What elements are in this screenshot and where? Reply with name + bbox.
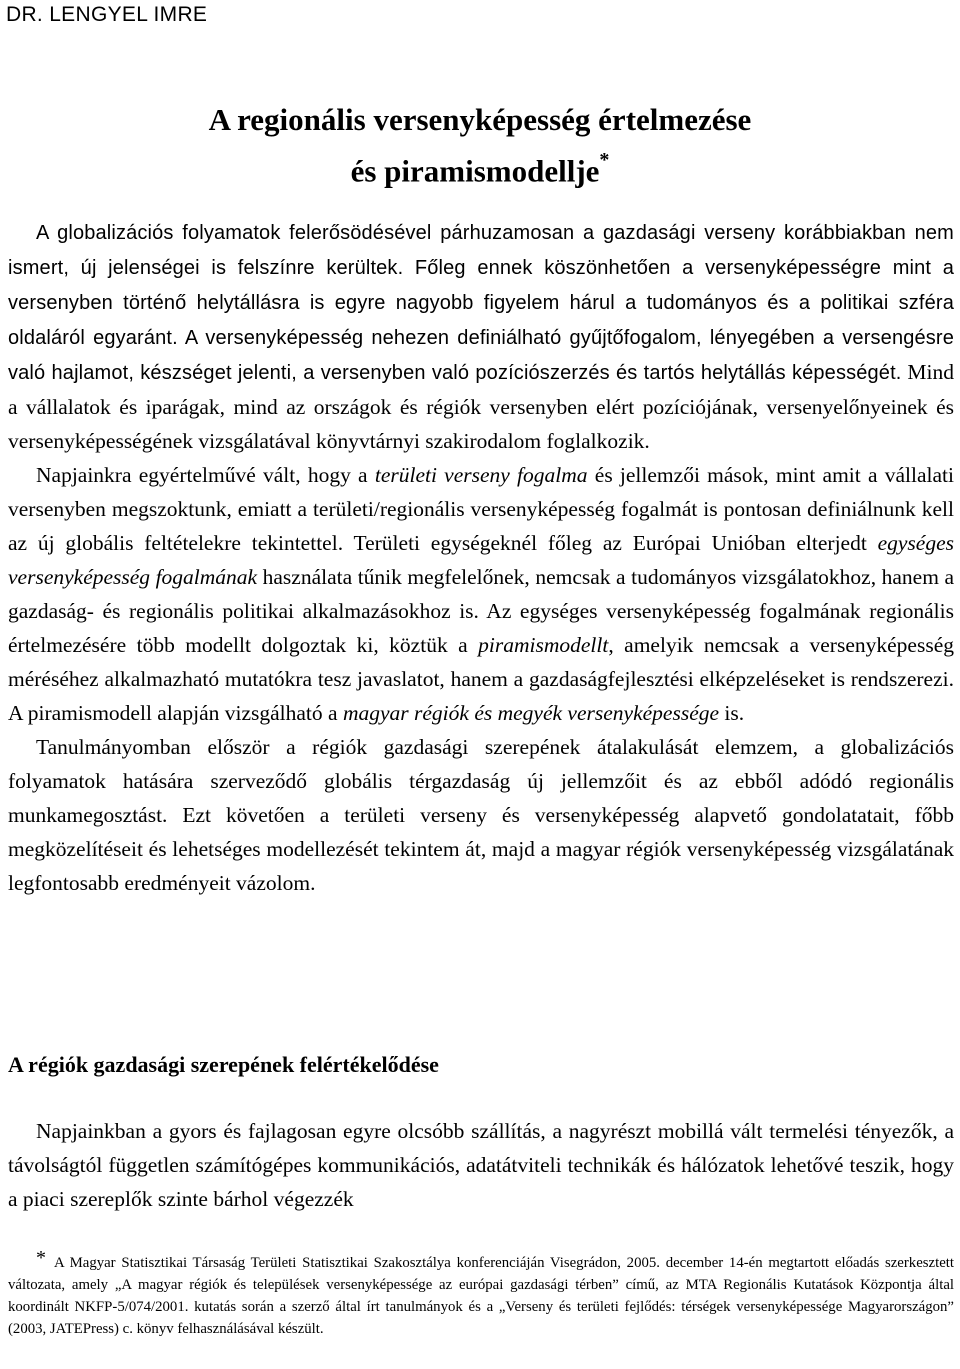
footnote-mark: * [36, 1247, 46, 1269]
title-line-1: A regionális versenyképesség értelmezése [208, 102, 752, 137]
p2-text-e: is. [719, 701, 745, 725]
p2-text-d: , amelyik nemcsak a versenyképesség méréséhez alkalmazható mutatókra tesz javaslatot, hanem a gazdaságfejlesztési elképzeléseket is rendszerezi. A piramismodell alapján vizsgálható a [8, 633, 954, 725]
intro-paragraph-1-serif: Mind a vállalatok és iparágak, mind az országok és régiók versenyben elért pozíciójának, versenyelőnyeinek és versenyképességének vizsgálatával könyvtárnyi szakirodalom foglalkozik. [8, 360, 954, 453]
intro-paragraph-1-sans: A globalizációs folyamatok felerősödésével párhuzamosan a gazdasági verseny korábbiakban nem ismert, új jelenségei is felszínre kerültek. Főleg ennek köszönhetően a versenyképességre mint a versenyben történő helytállásra is egyre nagyobb figyelem hárul a tudományos és a politikai szféra oldaláról egyaránt. A versenyképesség nehezen definiálható gyűjtőfogalom, lényegében a versengésre való hajlamot, készséget jelenti, a versenyben való pozíciószerzés és tartós helytállás képességét. [8, 222, 954, 384]
p2-italic-2: egységes versenyképesség fogalmának [8, 531, 954, 589]
section-paragraph-1: Napjainkban a gyors és fajlagosan egyre olcsóbb szállítás, a nagyrészt mobillá vált termelési tényezők, a távolságtól független számítógépes kommunikációs, adatátviteli technikák és hálózatok lehetővé teszik, hogy a piaci szereplők szinte bárhol végezzék [8, 1119, 954, 1211]
section-heading: A régiók gazdasági szerepének felértékelődése [8, 1052, 439, 1077]
p2-italic-4: magyar régiók és megyék versenyképessége [342, 701, 720, 725]
p2-italic-3: piramismodellt [478, 633, 609, 657]
intro-body [8, 215, 954, 900]
intro-paragraph-1 [8, 215, 954, 458]
p2-text-b: és jellemzői mások, mint amit a vállalati versenyben megszoktunk, emiatt a területi/regionális versenyképesség fogalmát is pontosan definiálnunk kell az új globális feltételekre tekintettel. Területi egységeknél főleg az Európai Unióban elterjedt [8, 463, 955, 555]
title-line-2 [0, 142, 960, 193]
footnote-text: A Magyar Statisztikai Társaság Területi Statisztikai Szakosztálya konferenciáján Visegrádon, 2005. december 14-én megtartott előadás szerkesztett változata, amely „A magyar régiók és települések versenyképessége az európai gazdasági térben” című, az MTA Regionális Kutatások Központja által koordinált NKFP-5/074/2001. kutatás során a szerző által írt tanulmányok és a „Verseny és területi fejlődés: térségek versenyképessége Magyarországon” (2003, JATEPress) c. könyv felhasználásával készült. [8, 1255, 954, 1337]
intro-paragraph-3: Tanulmányomban először a régiók gazdasági szerepének átalakulását elemzem, a globalizációs folyamatok hatására szerveződő globális térgazdaság új jellemzőit és az ebből adódó regionális munkamegosztást. Ezt követően a területi verseny és versenyképesség alapvető gondolatatait, főbb megközelítéseit és lehetséges modellezését tekintem át, majd a magyar régiók versenyképesség vizsgálatának legfontosabb eredményeit vázolom. [8, 735, 954, 895]
article-title [0, 98, 960, 193]
p2-italic-1: területi verseny fogalma [374, 463, 588, 487]
title-line-2-text: és piramismodellje [350, 153, 600, 189]
title-footnote-mark: * [599, 149, 610, 171]
p2-text-a: Napjainkra egyértelművé vált, hogy a [36, 463, 375, 487]
section-body [8, 1114, 954, 1216]
p2-text-c: használata tűnik megfelelőnek, nemcsak a tudományos vizsgálatokhoz, hanem a gazdaság- és regionális politikai alkalmazásokhoz is. Az egységes versenyképesség fogalmának regionális értelmezésére több modellt dolgoztak ki, köztük a [8, 565, 955, 657]
author-header: DR. LENGYEL IMRE [6, 3, 208, 26]
footnote [8, 1247, 954, 1340]
intro-paragraph-2 [8, 458, 954, 730]
